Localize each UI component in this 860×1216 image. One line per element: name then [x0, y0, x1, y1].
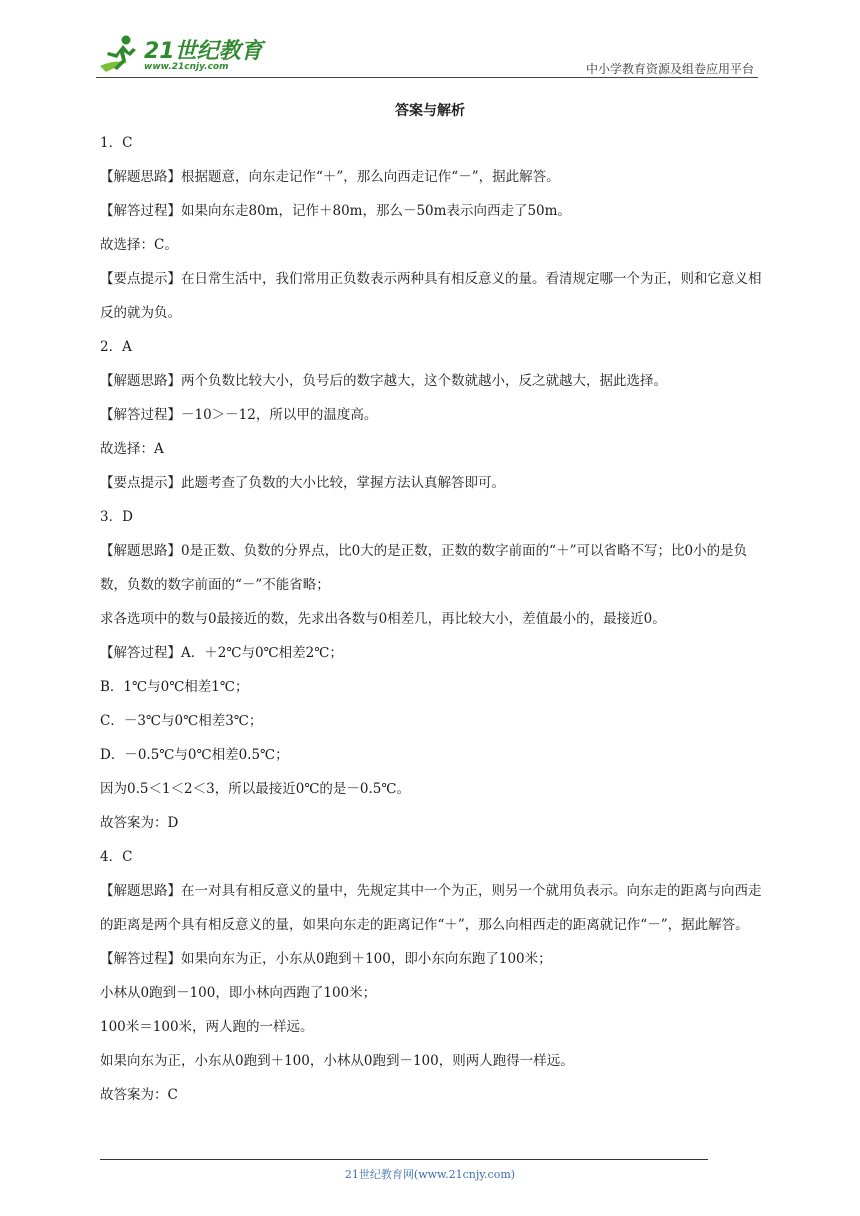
answer-line: 故选择：C。	[100, 237, 178, 253]
answer-line: 【解答过程】如果向东为正，小东从0跑到＋100，即小东向东跑了100米；	[100, 951, 552, 967]
page-title: 答案与解析	[395, 103, 465, 119]
answer-line: 如果向东为正，小东从0跑到＋100，小林从0跑到－100，则两人跑得一样远。	[100, 1053, 574, 1069]
answer-line: 【解题思路】0是正数、负数的分界点，比0大的是正数，正数的数字前面的“＋”可以省略不写；比0小的是负数，负数的数字前面的“－”不能省略；	[100, 543, 748, 593]
footer-divider	[100, 1159, 708, 1160]
site-logo	[96, 30, 266, 78]
answer-line: B．1℃与0℃相差1℃；	[100, 679, 249, 695]
answer-line: 【解题思路】根据题意，向东走记作“＋”，那么向西走记作“－”，据此解答。	[100, 169, 560, 185]
answer-line: 3．D	[100, 509, 133, 525]
answer-line: 因为0.5＜1＜2＜3，所以最接近0℃的是－0.5℃。	[100, 781, 410, 797]
answer-line: 2．A	[100, 339, 132, 355]
answer-line: 100米＝100米，两人跑的一样远。	[100, 1019, 314, 1035]
answer-line: 故选择：A	[100, 441, 164, 457]
answer-line: 1．C	[100, 135, 133, 151]
footer-link[interactable]: 21世纪教育网(www.21cnjy.com)	[344, 1168, 516, 1181]
runner-logo-icon	[96, 32, 142, 78]
platform-name: 中小学教育资源及组卷应用平台	[585, 62, 754, 76]
answer-line: D．－0.5℃与0℃相差0.5℃；	[100, 747, 289, 763]
answer-body	[100, 126, 768, 1112]
logo-url: www.21cnjy.com	[144, 62, 229, 72]
answer-line: 故答案为：C	[100, 1087, 178, 1103]
answer-line: 【解答过程】如果向东走80m，记作＋80m，那么－50m表示向西走了50m。	[100, 203, 571, 219]
answer-line: 【解答过程】－10＞－12，所以甲的温度高。	[100, 407, 378, 423]
logo-title: 21世纪教育	[144, 39, 263, 64]
answer-line: 【要点提示】此题考查了负数的大小比较，掌握方法认真解答即可。	[100, 475, 505, 491]
answer-line: 【解题思路】两个负数比较大小，负号后的数字越大，这个数就越小，反之就越大，据此选择。	[100, 373, 667, 389]
header-divider	[96, 77, 758, 78]
answer-line: 【解题思路】在一对具有相反意义的量中，先规定其中一个为正，则另一个就用负表示。向东走的距离与向西走的距离是两个具有相反意义的量，如果向东走的距离记作“＋”，那么向相西走的距离就记作“－”，据此解答。	[100, 883, 762, 933]
answer-line: 【解答过程】A．＋2℃与0℃相差2℃；	[100, 645, 343, 661]
answer-line: 小林从0跑到－100，即小林向西跑了100米；	[100, 985, 377, 1001]
answer-line: 【要点提示】在日常生活中，我们常用正负数表示两种具有相反意义的量。看清规定哪一个为正，则和它意义相反的就为负。	[100, 271, 762, 321]
page-header	[96, 30, 756, 80]
answer-line: 求各选项中的数与0最接近的数，先求出各数与0相差几，再比较大小，差值最小的，最接近0。	[100, 611, 666, 627]
answer-line: C．－3℃与0℃相差3℃；	[100, 713, 263, 729]
answer-line: 故答案为：D	[100, 815, 179, 831]
answer-line: 4．C	[100, 849, 133, 865]
